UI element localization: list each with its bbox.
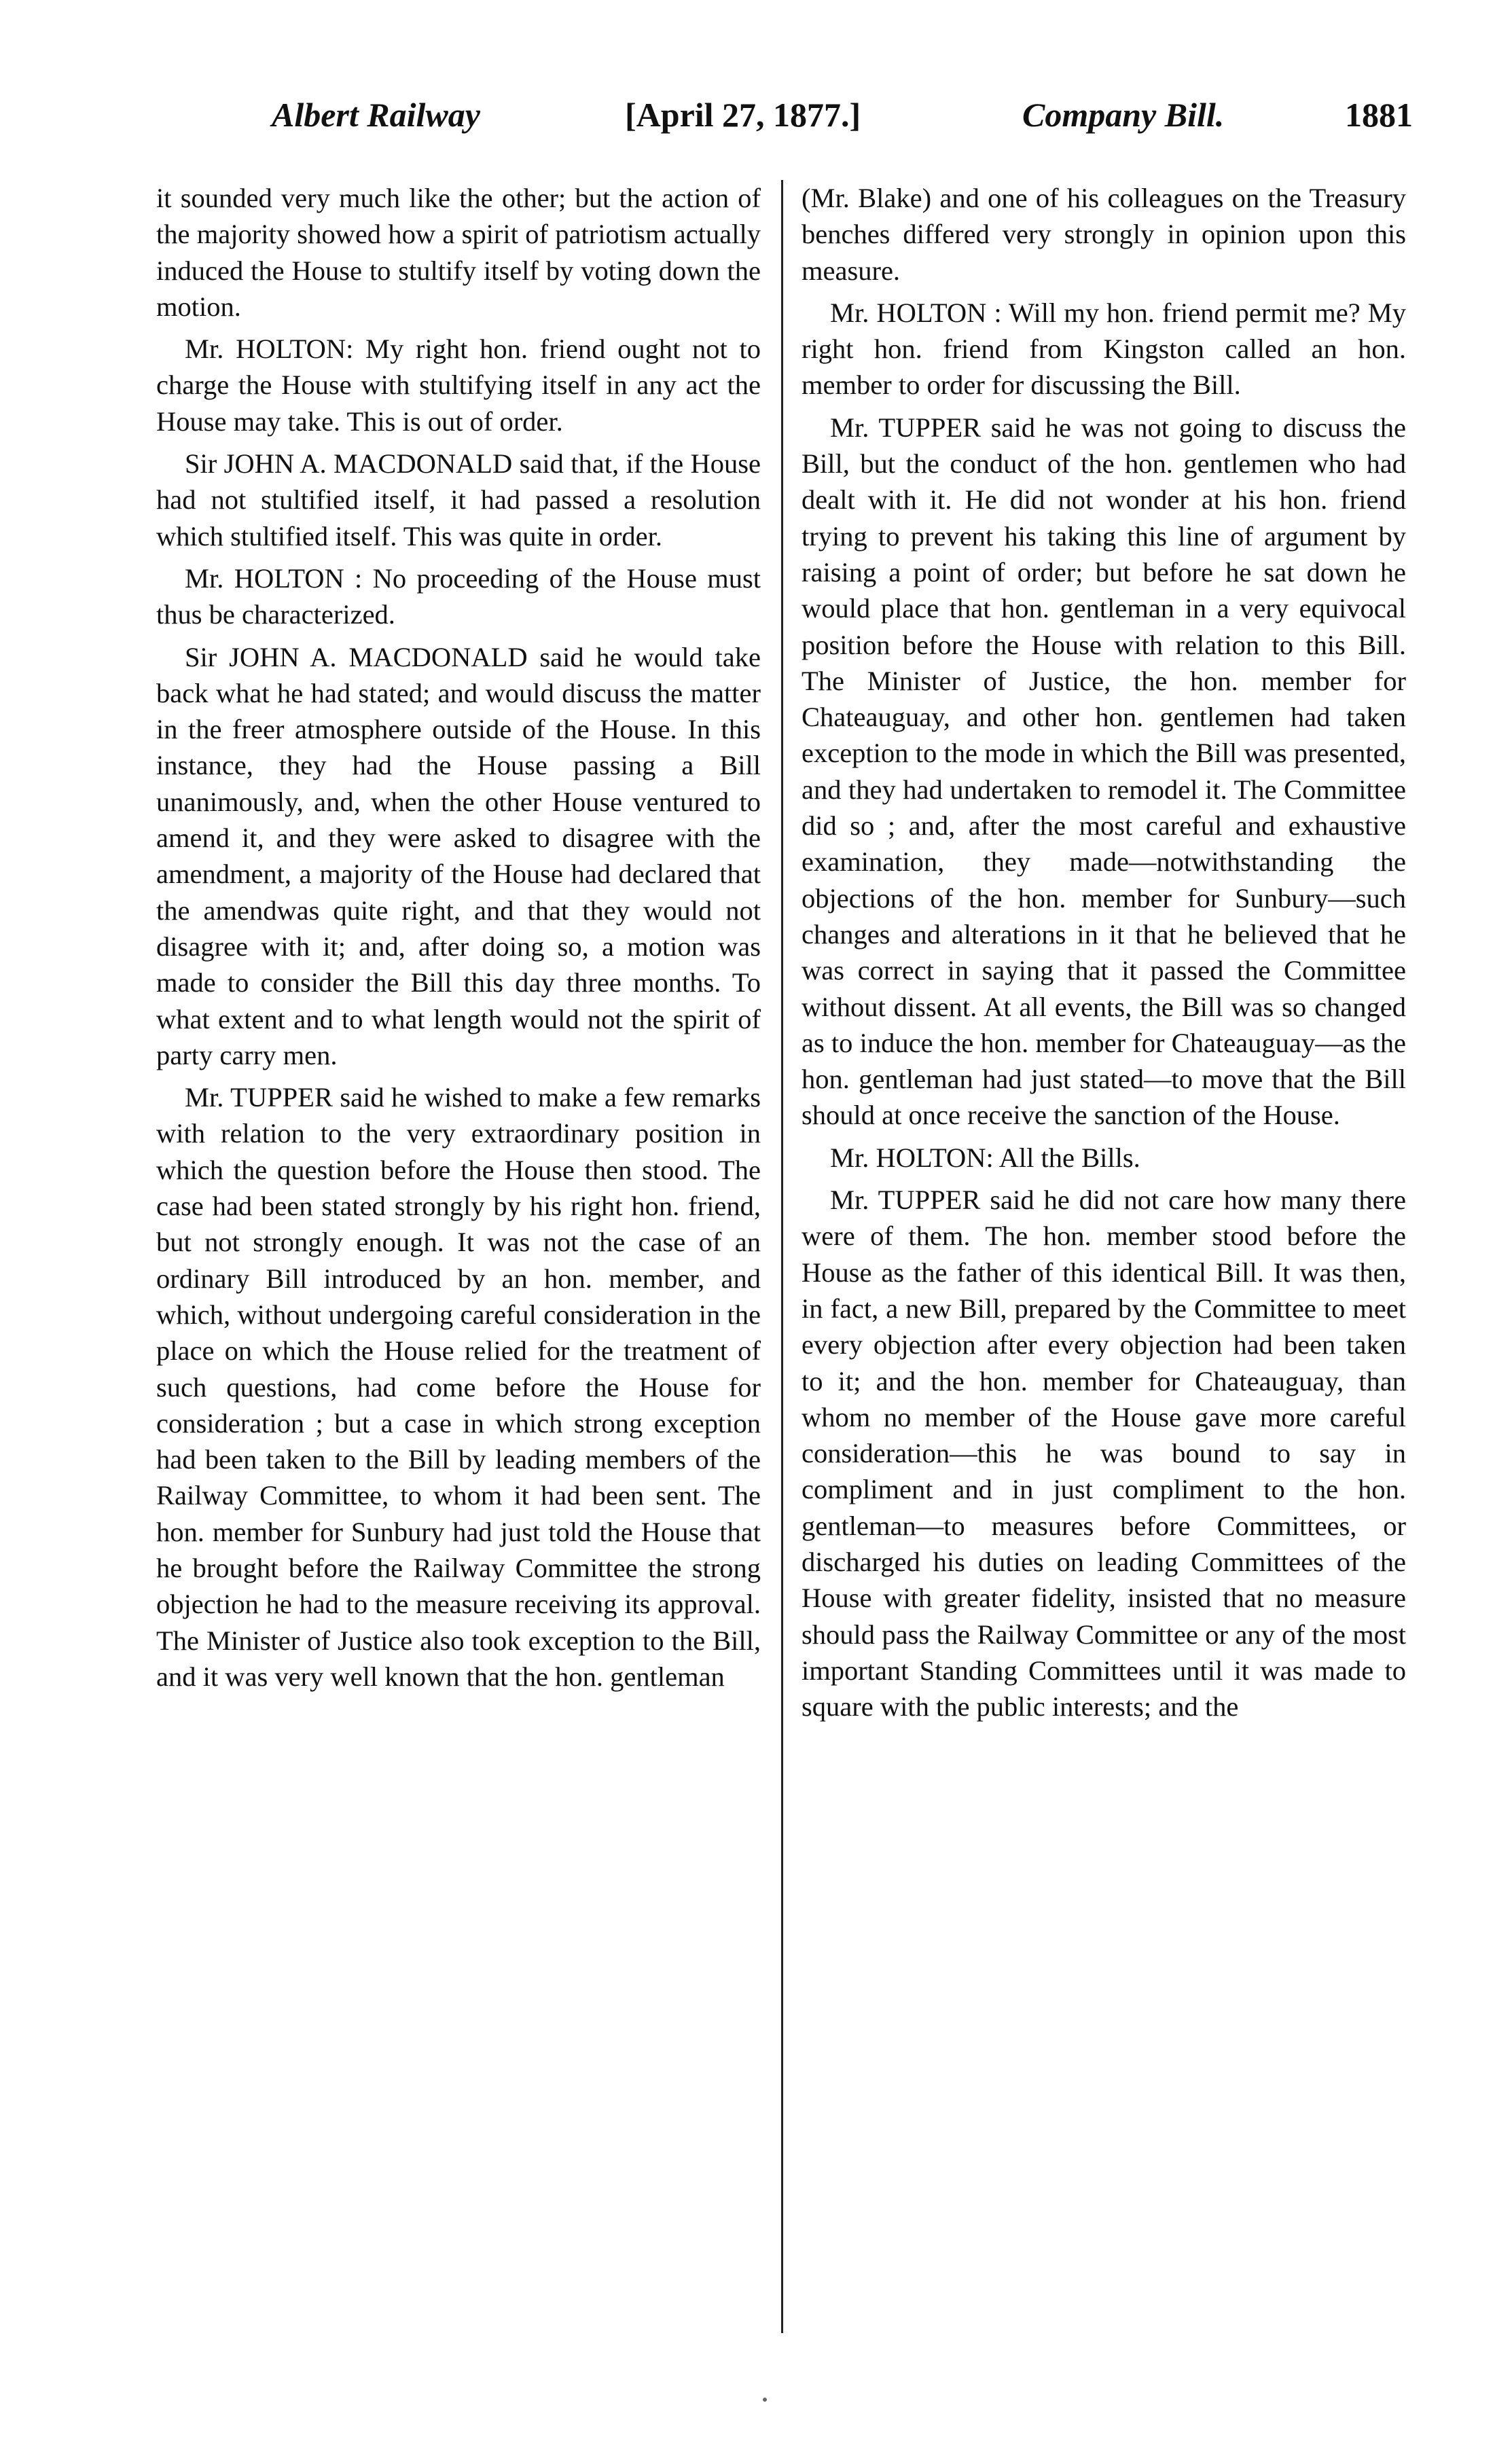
paragraph: Mr. HOLTON : No proceeding of the House must thus be characterized. bbox=[156, 562, 761, 630]
paragraph: Mr. HOLTON: My right hon. friend ought not to charge the House with stultifying itself in any act the House may take. This is out of order. bbox=[156, 333, 761, 437]
left-column bbox=[156, 180, 761, 2333]
paragraph: Mr. HOLTON : Will my hon. friend permit me? My right hon. friend from Kingston called an hon. member to order for discussing the Bill. bbox=[802, 297, 1406, 401]
header-date: [April 27, 1877.] bbox=[625, 96, 861, 134]
paragraph: Sir JOHN A. MACDONALD said that, if the House had not stultified itself, it had passed a resolution which stultified itself. This was quite in order. bbox=[156, 448, 761, 552]
paragraph: Mr. TUPPER said he was not going to discuss the Bill, but the conduct of the hon. gentlemen who had dealt with it. He did not wonder at his hon. friend trying to prevent his taking this line of argument by raising a point of order; but before he sat down he would place that hon. gentleman in a very equivocal position before the House with relation to this Bill. The Minister of Justice, the hon. member for Chateauguay, and other hon. gentlemen had taken exception to the mode in which the Bill was presented, and they had undertaken to remodel it. The Committee did so ; and, after the most careful and exhaustive examination, they made—notwithstanding the objections of the hon. member for Sunbury—such changes and alterations in it that he believed that he was correct in saying that it passed the Committee without dissent. At all events, the Bill was so changed as to induce the hon. member for Chateauguay—as the hon. gentleman had just stated—to move that the Bill should at once receive the sanction of the House. bbox=[802, 412, 1406, 1131]
paragraph: Sir JOHN A. MACDONALD said he would take back what he had stated; and would discuss the matter in the freer atmosphere outside of the House. In this instance, they had the House passing a Bill unanimously, and, when the other House ventured to amend it, and they were asked to disagree with the amendment, a majority of the House had declared that the amendwas quite right, and that they would not disagree with it; and, after doing so, a motion was made to consider the Bill this day three months. To what extent and to what length would not the spirit of party carry men. bbox=[156, 641, 761, 1070]
right-column bbox=[802, 180, 1406, 2333]
running-header bbox=[156, 95, 1413, 136]
paragraph: (Mr. Blake) and one of his colleagues on the Treasury benches differed very strongly in opinion upon this measure. bbox=[802, 183, 1406, 286]
paragraph: it sounded very much like the other; but the action of the majority showed how a spirit of patriotism actually induced the House to stultify itself by voting down the motion. bbox=[156, 183, 761, 322]
header-left-title: Albert Railway bbox=[272, 96, 480, 134]
column-divider bbox=[781, 180, 783, 2333]
paragraph: Mr. TUPPER said he wished to make a few remarks with relation to the very extraordinary position in which the question before the House then stood. The case had been stated strongly by his right hon. friend, but not strongly enough. It was not the case of an ordinary Bill introduced by an hon. member, and which, without undergoing careful consideration in the place on which the House relied for the treatment of such questions, had come before the House for consideration ; but a case in which strong exception had been taken to the Bill by leading members of the Railway Committee, to whom it had been sent. The hon. member for Sunbury had just told the House that he brought before the Railway Committee the strong objection he had to the measure receiving its approval. The Minister of Justice also took exception to the Bill, and it was very well known that the hon. gentleman bbox=[156, 1082, 761, 1692]
page-number: 1881 bbox=[1345, 96, 1413, 134]
header-right-title: Company Bill. bbox=[1022, 96, 1225, 134]
print-speck bbox=[763, 2398, 767, 2402]
paragraph: Mr. HOLTON: All the Bills. bbox=[830, 1142, 1140, 1173]
paragraph: Mr. TUPPER said he did not care how many there were of them. The hon. member stood before the House as the father of this identical Bill. It was then, in fact, a new Bill, prepared by the Committee to meet every objection after every objection had been taken to it; and the hon. member for Chateauguay, than whom no member of the House gave more careful consideration—this he was bound to say in compliment and in just compliment to the hon. gentleman—to measures before Committees, or discharged his duties on leading Committees of the House with greater fidelity, insisted that no measure should pass the Railway Committee or any of the most important Standing Committees until it was made to square with the public interests; and the bbox=[802, 1185, 1406, 1722]
